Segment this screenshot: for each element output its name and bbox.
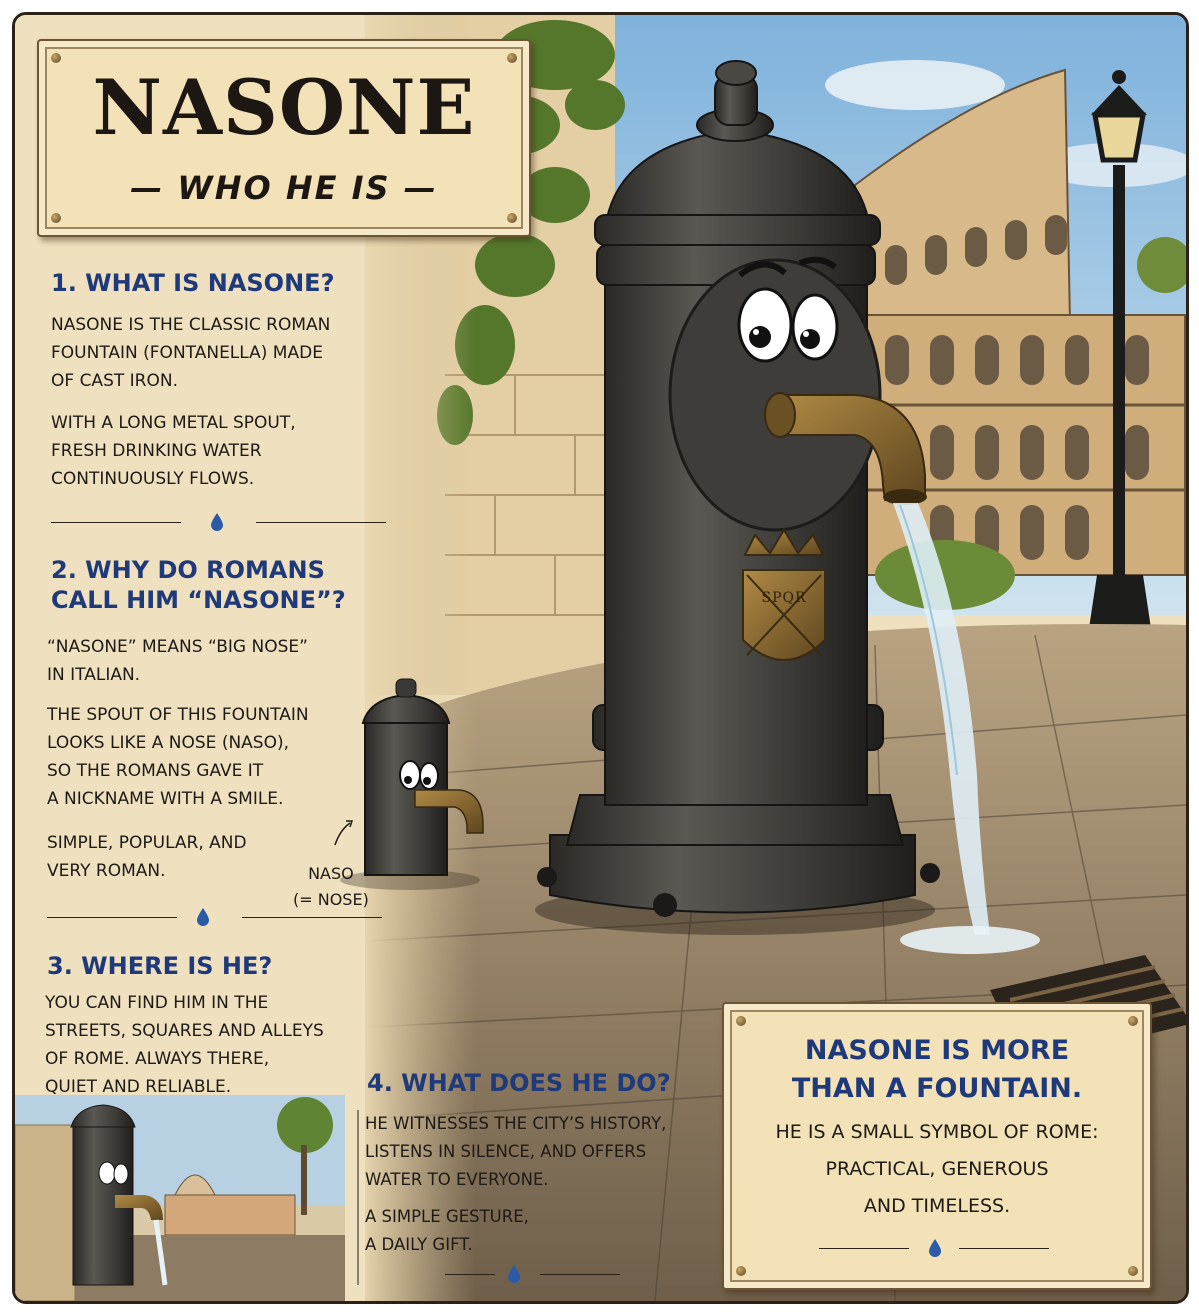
text-line: OF ROME. ALWAYS THERE, [45,1049,270,1069]
section-divider [445,1265,625,1285]
callout-title [724,1032,1150,1108]
heading-line: CALL HIM “NASONE”? [51,586,346,614]
text-line: VERY ROMAN. [47,861,166,881]
section-1-heading: 1. WHAT IS NASONE? [51,269,335,297]
text-line: FRESH DRINKING WATER [51,441,262,461]
callout-divider [819,1239,1059,1259]
section-2-paragraph-1 [47,633,308,689]
section-divider [51,513,386,533]
text-line: WITH A LONG METAL SPOUT, [51,413,296,433]
page-title: NASONE [92,63,476,152]
section-4-heading: 4. WHAT DOES HE DO? [367,1069,671,1097]
text-line: A DAILY GIFT. [365,1235,473,1254]
text-line: “NASONE” MEANS “BIG NOSE” [47,637,308,657]
text-line: LOOKS LIKE A NOSE (NASO), [47,733,290,753]
section-4-paragraph-1 [365,1110,666,1194]
text-line: CONTINUOUSLY FLOWS. [51,469,255,489]
water-drop-icon [211,513,223,531]
water-drop-icon [197,908,209,926]
callout-text [724,1114,1150,1225]
naso-annotation [293,861,369,913]
section-2-paragraph-3 [47,829,247,885]
text-line: NASO [308,864,354,883]
title-plaque [37,39,531,237]
poster-frame [12,12,1189,1304]
text-line: FOUNTAIN (FONTANELLA) MADE [51,343,323,363]
text-line: THAN A FOUNTAIN. [791,1073,1083,1104]
section-1-paragraph-2 [51,409,296,493]
text-line: AND TIMELESS. [863,1195,1011,1217]
text-line: HE IS A SMALL SYMBOL OF ROME: [775,1121,1099,1143]
text-line: OF CAST IRON. [51,371,178,391]
text-line: LISTENS IN SILENCE, AND OFFERS [365,1142,647,1161]
water-drop-icon [508,1265,520,1283]
rome-street-vignette [15,1095,345,1301]
text-line: A NICKNAME WITH A SMILE. [47,789,284,809]
text-line: THE SPOUT OF THIS FOUNTAIN [47,705,309,725]
text-line: NASONE IS THE CLASSIC ROMAN [51,315,331,335]
text-line: WATER TO EVERYONE. [365,1170,549,1189]
section-1-paragraph-1 [51,311,330,395]
text-line: YOU CAN FIND HIM IN THE [45,993,269,1013]
text-line: NASONE IS MORE [804,1035,1070,1066]
callout-plaque [722,1002,1152,1290]
text-line: (= NOSE) [293,890,369,909]
section-divider [47,908,382,928]
section-3-paragraph-1 [45,989,324,1101]
text-line: PRACTICAL, GENEROUS [825,1158,1049,1180]
text-line: HE WITNESSES THE CITY’S HISTORY, [365,1114,667,1133]
text-line: QUIET AND RELIABLE. [45,1077,232,1097]
water-drop-icon [929,1239,941,1257]
text-line: A SIMPLE GESTURE, [365,1207,529,1226]
spqr-emblem-text: SPQR [761,590,807,606]
heading-line: 2. WHY DO ROMANS [51,556,325,584]
section-2-heading [51,555,346,615]
section-4-paragraph-2 [365,1203,529,1259]
text-line: IN ITALIAN. [47,665,141,685]
section-2-paragraph-2 [47,701,309,813]
page-subtitle: — WHO HE IS — [130,169,438,207]
section-3-heading: 3. WHERE IS HE? [47,952,273,980]
text-line: STREETS, SQUARES AND ALLEYS [45,1021,324,1041]
text-line: SO THE ROMANS GAVE IT [47,761,264,781]
text-line: SIMPLE, POPULAR, AND [47,833,247,853]
